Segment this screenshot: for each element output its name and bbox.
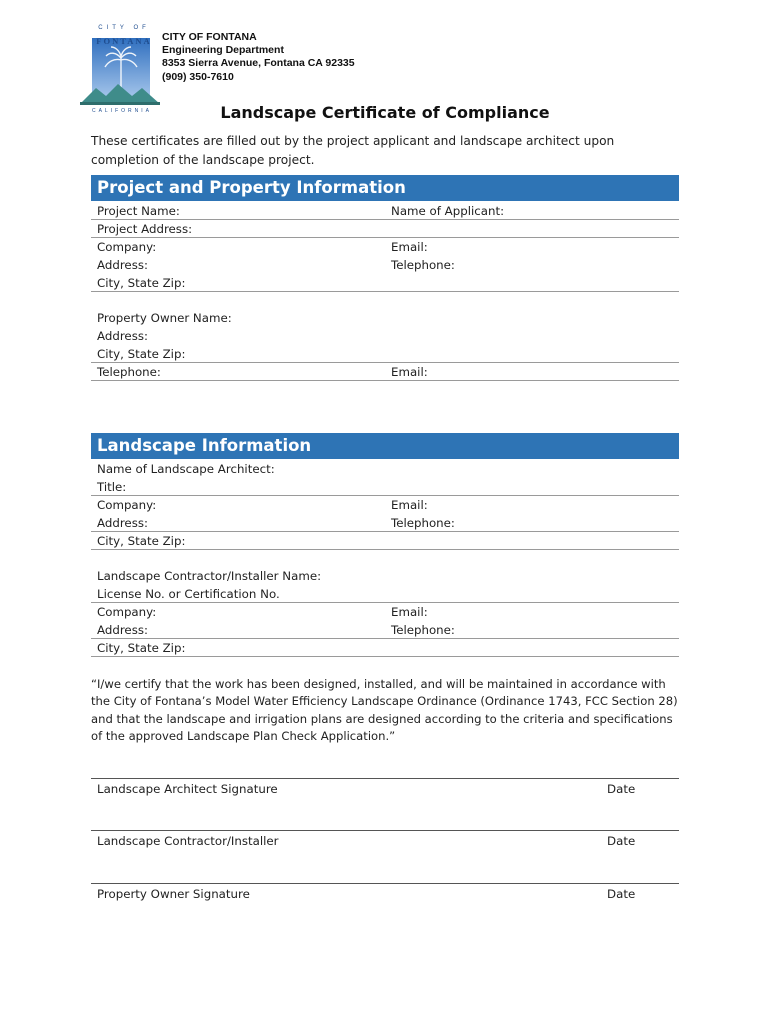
city-state-zip-row[interactable] — [91, 274, 679, 292]
contractor-company-row[interactable] — [91, 603, 679, 621]
owner-signature-label: Property Owner Signature — [97, 887, 250, 901]
owner-date-label: Date — [607, 887, 636, 901]
owner-city-state-zip-label: City, State Zip: — [97, 347, 186, 361]
architect-company-row[interactable] — [91, 496, 679, 514]
architect-city-state-zip-label: City, State Zip: — [97, 534, 186, 548]
owner-email-label: Email: — [391, 365, 428, 379]
org-address: 8353 Sierra Avenue, Fontana CA 92335 — [162, 57, 355, 70]
contractor-telephone-label: Telephone: — [391, 623, 455, 637]
owner-signature-line[interactable] — [91, 883, 679, 884]
project-address-label: Project Address: — [97, 222, 193, 236]
architect-address-row[interactable] — [91, 514, 679, 532]
company-row[interactable] — [91, 238, 679, 256]
company-label: Company: — [97, 240, 157, 254]
contractor-address-row[interactable] — [91, 621, 679, 639]
contractor-city-state-zip-row[interactable] — [91, 639, 679, 657]
architect-telephone-label: Telephone: — [391, 516, 455, 530]
architect-signature-line[interactable] — [91, 778, 679, 779]
email-label: Email: — [391, 240, 428, 254]
owner-name-label: Property Owner Name: — [97, 311, 232, 325]
architect-name-label: Name of Landscape Architect: — [97, 462, 275, 476]
project-name-label: Project Name: — [97, 204, 180, 218]
contractor-email-label: Email: — [391, 605, 428, 619]
org-phone: (909) 350-7610 — [162, 70, 234, 83]
license-label: License No. or Certification No. — [97, 587, 280, 601]
owner-address-label: Address: — [97, 329, 148, 343]
org-name: CITY OF FONTANA — [162, 31, 257, 43]
contractor-name-label: Landscape Contractor/Installer Name: — [97, 569, 322, 583]
logo-city-name: FONTANA — [96, 36, 152, 46]
city-state-zip-label: City, State Zip: — [97, 276, 186, 290]
applicant-name-label: Name of Applicant: — [391, 204, 505, 218]
owner-name-row[interactable] — [91, 309, 679, 327]
owner-telephone-label: Telephone: — [97, 365, 161, 379]
architect-title-row[interactable] — [91, 478, 679, 496]
landscape-section-heading: Landscape Information — [91, 433, 679, 459]
telephone-label: Telephone: — [391, 258, 455, 272]
project-address-row[interactable] — [91, 220, 679, 238]
architect-signature-label: Landscape Architect Signature — [97, 782, 278, 796]
intro-text: These certificates are filled out by the project applicant and landscape architect upon completion of the landscape project. — [91, 134, 615, 167]
org-department: Engineering Department — [162, 44, 284, 57]
license-row[interactable] — [91, 585, 679, 603]
owner-city-state-zip-row[interactable] — [91, 345, 679, 363]
owner-address-row[interactable] — [91, 327, 679, 345]
address-label: Address: — [97, 258, 148, 272]
owner-telephone-row[interactable] — [91, 363, 679, 381]
architect-city-state-zip-row[interactable] — [91, 532, 679, 550]
project-name-row[interactable] — [91, 202, 679, 220]
project-section-heading: Project and Property Information — [91, 175, 679, 201]
logo-california: CALIFORNIA — [91, 108, 152, 114]
logo-city-of: CITY OF — [98, 25, 150, 31]
architect-email-label: Email: — [391, 498, 428, 512]
contractor-date-label: Date — [607, 834, 636, 848]
contractor-city-state-zip-label: City, State Zip: — [97, 641, 186, 655]
architect-company-label: Company: — [97, 498, 157, 512]
document-title: Landscape Certificate of Compliance — [220, 103, 550, 122]
architect-title-label: Title: — [97, 480, 127, 494]
organization-block — [162, 31, 355, 84]
address-row[interactable] — [91, 256, 679, 274]
architect-address-label: Address: — [97, 516, 148, 530]
contractor-signature-line[interactable] — [91, 830, 679, 831]
certification-statement: “I/we certify that the work has been designed, installed, and will be maintained in accordance with the City of Fontana’s Model Water Efficiency Landscape Ordinance (Ordinance 1743, FCC Section 28) and that the landscape and irrigation plans are designed according to the criteria and specifications of the approved Landscape Plan Check Application.” — [91, 677, 678, 743]
contractor-signature-label: Landscape Contractor/Installer — [97, 834, 279, 848]
architect-date-label: Date — [607, 782, 636, 796]
contractor-name-row[interactable] — [91, 567, 679, 585]
contractor-company-label: Company: — [97, 605, 157, 619]
architect-name-row[interactable] — [91, 460, 679, 478]
contractor-address-label: Address: — [97, 623, 148, 637]
